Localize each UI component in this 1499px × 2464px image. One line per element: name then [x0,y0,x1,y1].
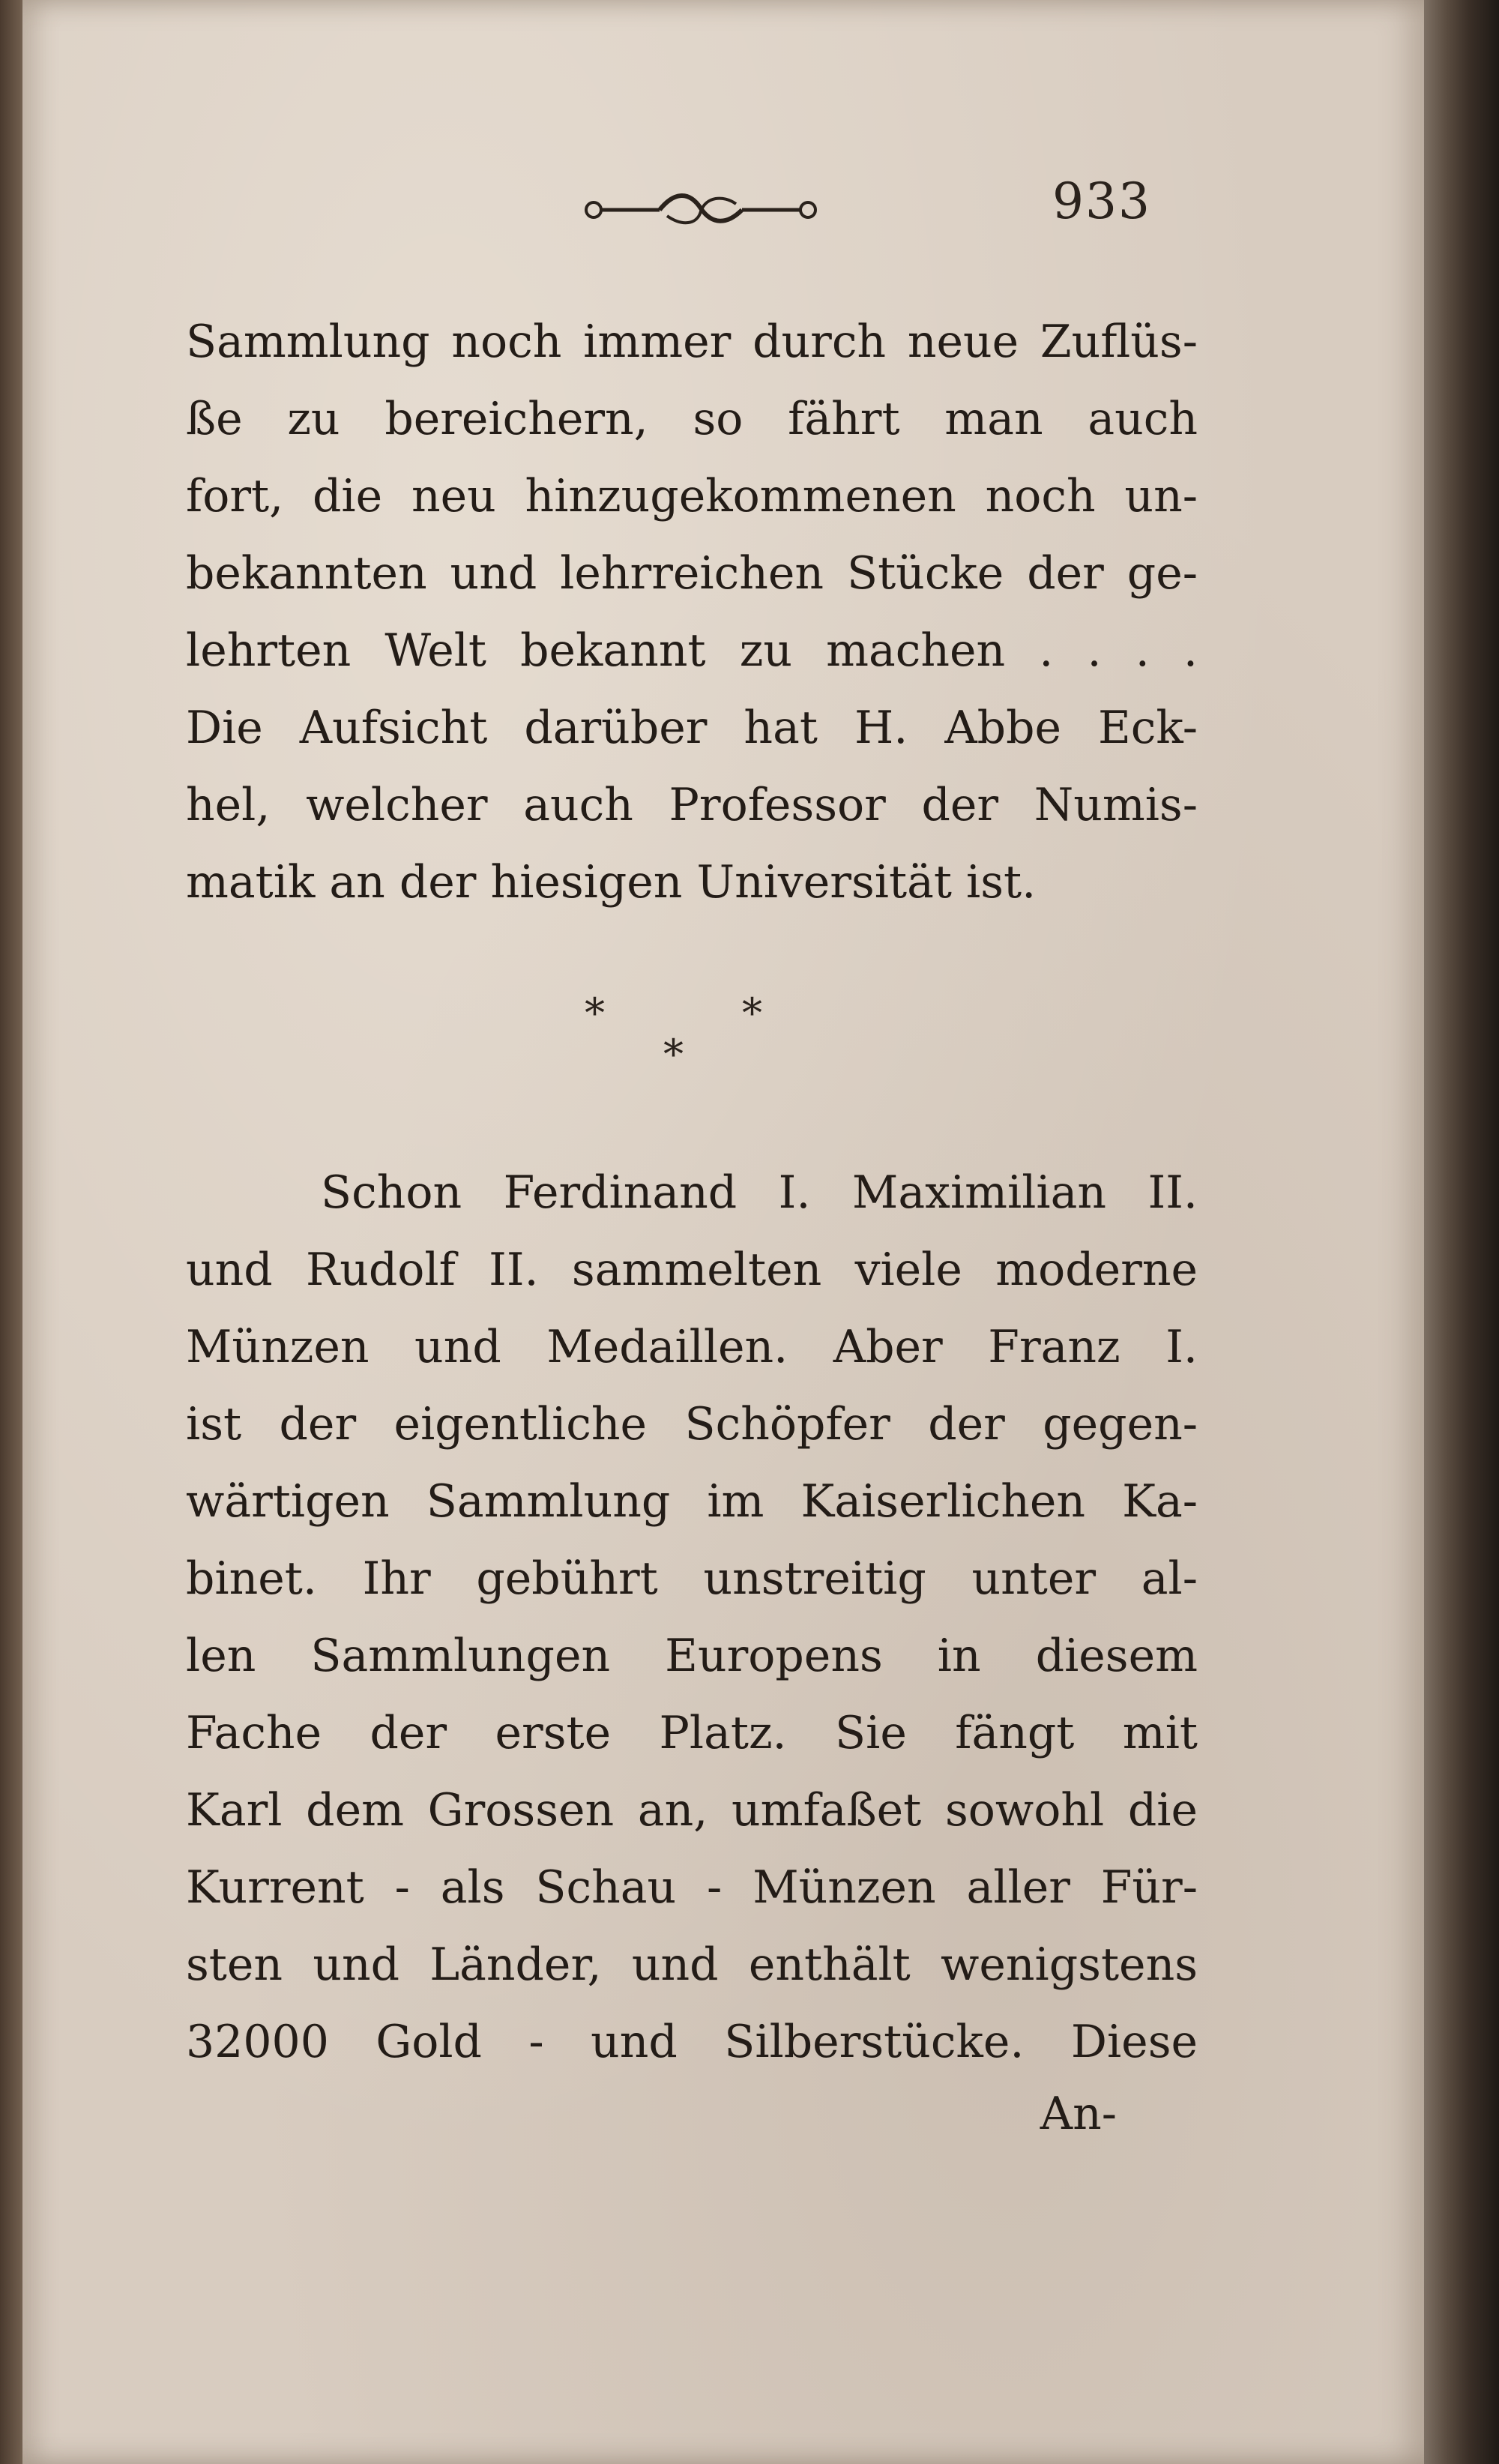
text-line: bekannten und lehrreichen Stücke der ge- [186,547,1198,600]
text-line: 32000 Gold - und Silberstücke. Diese [186,2016,1198,2068]
section-separator-asterism [570,989,794,1094]
text-line: Fache der erste Platz. Sie fängt mit [186,1707,1198,1759]
asterisk-icon: * [585,989,605,1037]
text-line: matik an der hiesigen Universität ist. [186,856,1037,909]
text-line: wärtigen Sammlung im Kaiserlichen Ka- [186,1475,1198,1528]
text-line: Die Aufsicht darüber hat H. Abbe Eck- [186,702,1198,754]
right-book-edge [1424,0,1499,2464]
text-line: Schon Ferdinand I. Maximilian II. [321,1166,1198,1219]
text-line: und Rudolf II. sammelten viele moderne [186,1244,1198,1296]
text-line: len Sammlungen Europens in diesem [186,1630,1198,1682]
asterisk-icon: * [742,989,762,1037]
text-line: Münzen und Medaillen. Aber Franz I. [186,1321,1198,1373]
page-number: 933 [1052,172,1151,230]
text-line: Sammlung noch immer durch neue Zuflüs- [186,316,1198,368]
text-line: hel, welcher auch Professor der Numis- [186,779,1198,831]
text-line: fort, die neu hinzugekommenen noch un- [186,470,1198,522]
text-line: Kurrent - als Schau - Münzen aller Für- [186,1861,1198,1914]
paragraph-continuation [186,304,1198,921]
text-line: ße zu bereichern, so fährt man auch [186,393,1198,445]
asterisk-icon: * [663,1031,684,1078]
text-line: sten und Länder, und enthält wenigstens [186,1939,1198,1991]
catchword: An- [1040,2088,1117,2140]
vine-ornament-icon [577,180,824,240]
text-line: Karl dem Grossen an, umfaßet sowohl die [186,1784,1198,1837]
text-line: binet. Ihr gebührt unstreitig unter al- [186,1552,1198,1605]
text-line: lehrten Welt bekannt zu machen . . . . [186,624,1198,677]
paragraph-main [186,1154,1198,2081]
text-line: ist der eigentliche Schöpfer der gegen- [186,1398,1198,1451]
